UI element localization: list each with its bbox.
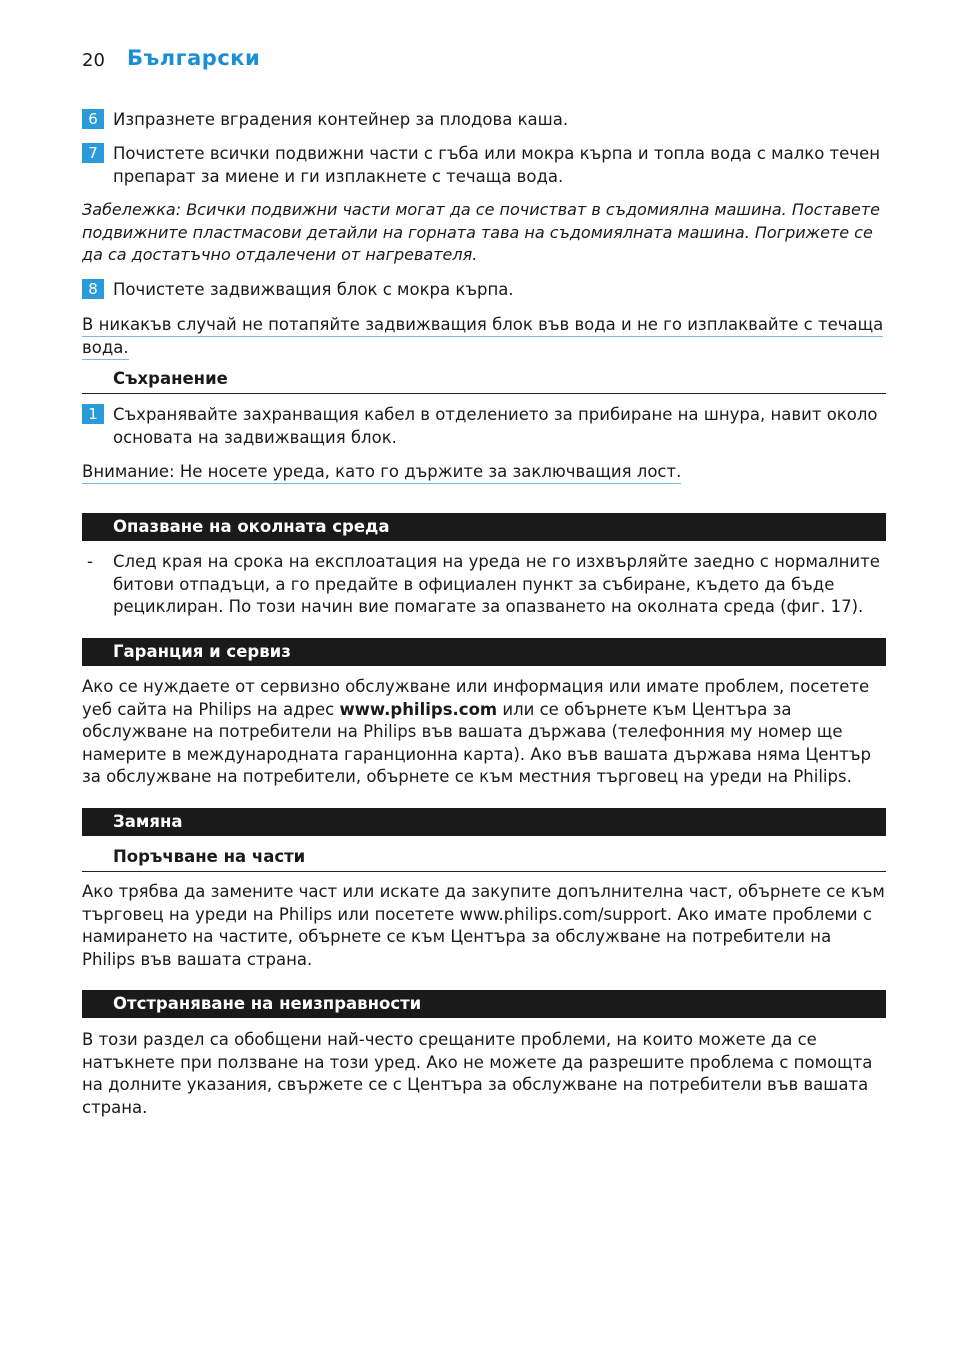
environment-text: След края на срока на експлоатация на уреда не го изхвърляйте заедно с нормалните битови отпадъци, а го предайте в официален пункт за събиране, където да бъде рециклиран. По този начин вие помагате за опазването на околната среда (фиг. 17). bbox=[113, 552, 880, 616]
warning-text: В никакъв случай не потапяйте задвижващия блок във вода и не го изплаквайте с течаща вода. bbox=[82, 315, 883, 360]
philips-website-link[interactable]: www.philips.com bbox=[339, 699, 498, 719]
environment-bullet bbox=[82, 551, 886, 619]
guarantee-title: Гаранция и сервиз bbox=[113, 642, 291, 661]
step-number: 7 bbox=[82, 143, 104, 163]
troubleshooting-text: В този раздел са обобщени най-често срещаните проблеми, на които можете да се натъкнете при ползване на този уред. Ако не можете да разрешите проблема с помощта на долните указания, свържете се с Центъра за обслужване на потребители във вашата страна. bbox=[82, 1030, 873, 1117]
step-text: Почистете всички подвижни части с гъба или мокра кърпа и топла вода с малко течен препарат за миене и ги изплакнете с течаща вода. bbox=[113, 144, 881, 186]
guarantee-section-bar bbox=[82, 638, 886, 666]
replacement-section-bar bbox=[82, 808, 886, 836]
step-text: Съхранявайте захранващия кабел в отделението за прибиране на шнура, навит около основата на задвижващия блок. bbox=[113, 405, 878, 447]
guarantee-text bbox=[82, 676, 888, 789]
replacement-title: Замяна bbox=[113, 812, 183, 831]
environment-section-bar bbox=[82, 513, 886, 541]
step-number: 1 bbox=[82, 404, 104, 424]
bullet-dash: - bbox=[87, 552, 93, 571]
ordering-parts-title: Поръчване на части bbox=[113, 847, 306, 866]
environment-title: Опазване на околната среда bbox=[113, 517, 390, 536]
ordering-parts-subheading bbox=[82, 847, 886, 872]
caution-lever bbox=[82, 460, 886, 483]
storage-title: Съхранение bbox=[113, 369, 228, 388]
language-heading: Български bbox=[127, 46, 261, 70]
step-7 bbox=[82, 142, 886, 188]
guarantee-text-start: Ако се нуждаете от сервизно обслужване или информация или имате проблем, посетете уеб сайта на Philips на адрес bbox=[82, 677, 870, 719]
caution-text: Внимание: Не носете уреда, като го държите за заключващия лост. bbox=[82, 462, 681, 484]
warning-water bbox=[82, 313, 886, 359]
step-8 bbox=[82, 278, 886, 301]
step-number: 6 bbox=[82, 109, 104, 129]
troubleshooting-title: Отстраняване на неизправности bbox=[113, 994, 422, 1013]
troubleshooting-section-bar bbox=[82, 990, 886, 1018]
step-text: Изпразнете вградения контейнер за плодова каша. bbox=[113, 110, 569, 129]
step-number: 8 bbox=[82, 279, 104, 299]
storage-subheading bbox=[82, 369, 886, 394]
step-6 bbox=[82, 108, 886, 131]
page-number: 20 bbox=[82, 50, 105, 71]
replacement-text: Ако трябва да замените част или искате да закупите допълнителна част, обърнете се към търговец на уреди на Philips или посетете www.philips.com/support. Ако имате проблеми с намирането на частите, обърнете се към Центъра за обслужване на потребители на Philips във вашата страна. bbox=[82, 882, 885, 969]
step-text: Почистете задвижващия блок с мокра кърпа. bbox=[113, 280, 514, 299]
storage-step-1 bbox=[82, 403, 886, 449]
note-dishwasher: Забележка: Всички подвижни части могат да се почистват в съдомиялна машина. Поставете подвижните пластмасови детайли на горната тава на съдомиялната машина. Погрижете се да са достатъчно отдалечени от нагревателя. bbox=[82, 200, 881, 264]
guarantee-text-end: или се обърнете към Центъра за обслужване на потребители на Philips във вашата държава (телефонния му номер ще намерите в международната гаранционна карта). Ако във вашата държава няма Център за обслужване на потребители, обърнете се към местния търговец на уреди на Philips. bbox=[82, 699, 871, 786]
